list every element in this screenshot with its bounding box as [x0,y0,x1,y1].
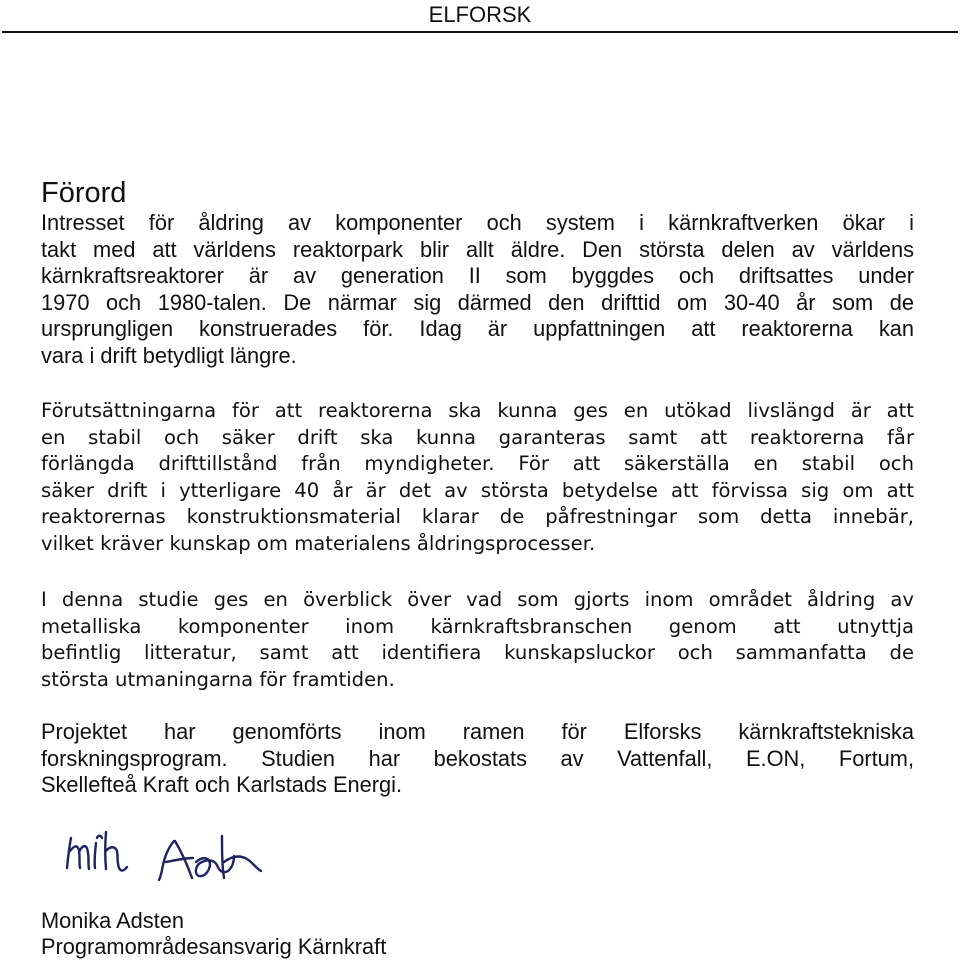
signatory-name: Monika Adsten [41,908,184,933]
signatory-role: Programområdesansvarig Kärnkraft [41,934,387,959]
paragraph-3-line: befintlig litteratur, samt att identifiera kunskapsluckor och sammanfatta de [41,641,914,664]
paragraph-2-line: Förutsättningarna för att reaktorerna ska kunna ges en utökad livslängd är att [41,399,914,422]
paragraph-4-line: Skellefteå Kraft och Karlstads Energi. [41,772,403,797]
paragraph-4-line: Projektet har genomförts inom ramen för Elforsks kärnkraftstekniska [41,719,914,744]
foreword-paragraph-4 [41,719,914,799]
paragraph-1-line: vara i drift betydligt längre. [41,342,297,368]
foreword-paragraph-2 [41,398,914,557]
header-divider [2,31,958,33]
paragraph-4-line: forskningsprogram. Studien har bekostats av Vattenfall, E.ON, Fortum, [41,745,914,771]
paragraph-2-line: säker drift i ytterligare 40 år är det av största betydelse att förvissa sig om att [41,478,914,502]
handwritten-signature [62,826,264,886]
foreword-paragraph-1 [41,210,914,369]
paragraph-1-line: Intresset för åldring av komponenter och system i kärnkraftverken ökar i [41,210,914,235]
foreword-heading: Förord [41,177,127,209]
foreword-paragraph-3 [41,587,914,693]
paragraph-3-line: största utmaningarna för framtiden. [41,667,395,691]
document-header-title: ELFORSK [428,2,532,27]
paragraph-2-line: en stabil och säker drift ska kunna garanteras samt att reaktorerna får [41,425,914,449]
paragraph-2-line: reaktorernas konstruktionsmaterial klarar de påfrestningar som detta innebär, [41,505,914,528]
paragraph-1-line: kärnkraftsreaktorer är av generation II som byggdes och driftsattes under [41,263,914,288]
paragraph-1-line: 1970 och 1980-talen. De närmar sig därmed den drifttid om 30-40 år som de [41,289,914,315]
paragraph-3-line: metalliska komponenter inom kärnkraftsbranschen genom att utnyttja [41,614,914,638]
paragraph-2-line: förlängda drifttillstånd från myndigheter. För att säkerställa en stabil och [41,452,914,475]
paragraph-3-line: I denna studie ges en överblick över vad som gjorts inom området åldring av [41,588,914,611]
paragraph-1-line: takt med att världens reaktorpark blir allt äldre. Den största delen av världens [41,236,914,262]
paragraph-2-line: vilket kräver kunskap om materialens åldringsprocesser. [41,531,596,555]
paragraph-1-line: ursprungligen konstruerades för. Idag är uppfattningen att reaktorerna kan [41,316,914,341]
